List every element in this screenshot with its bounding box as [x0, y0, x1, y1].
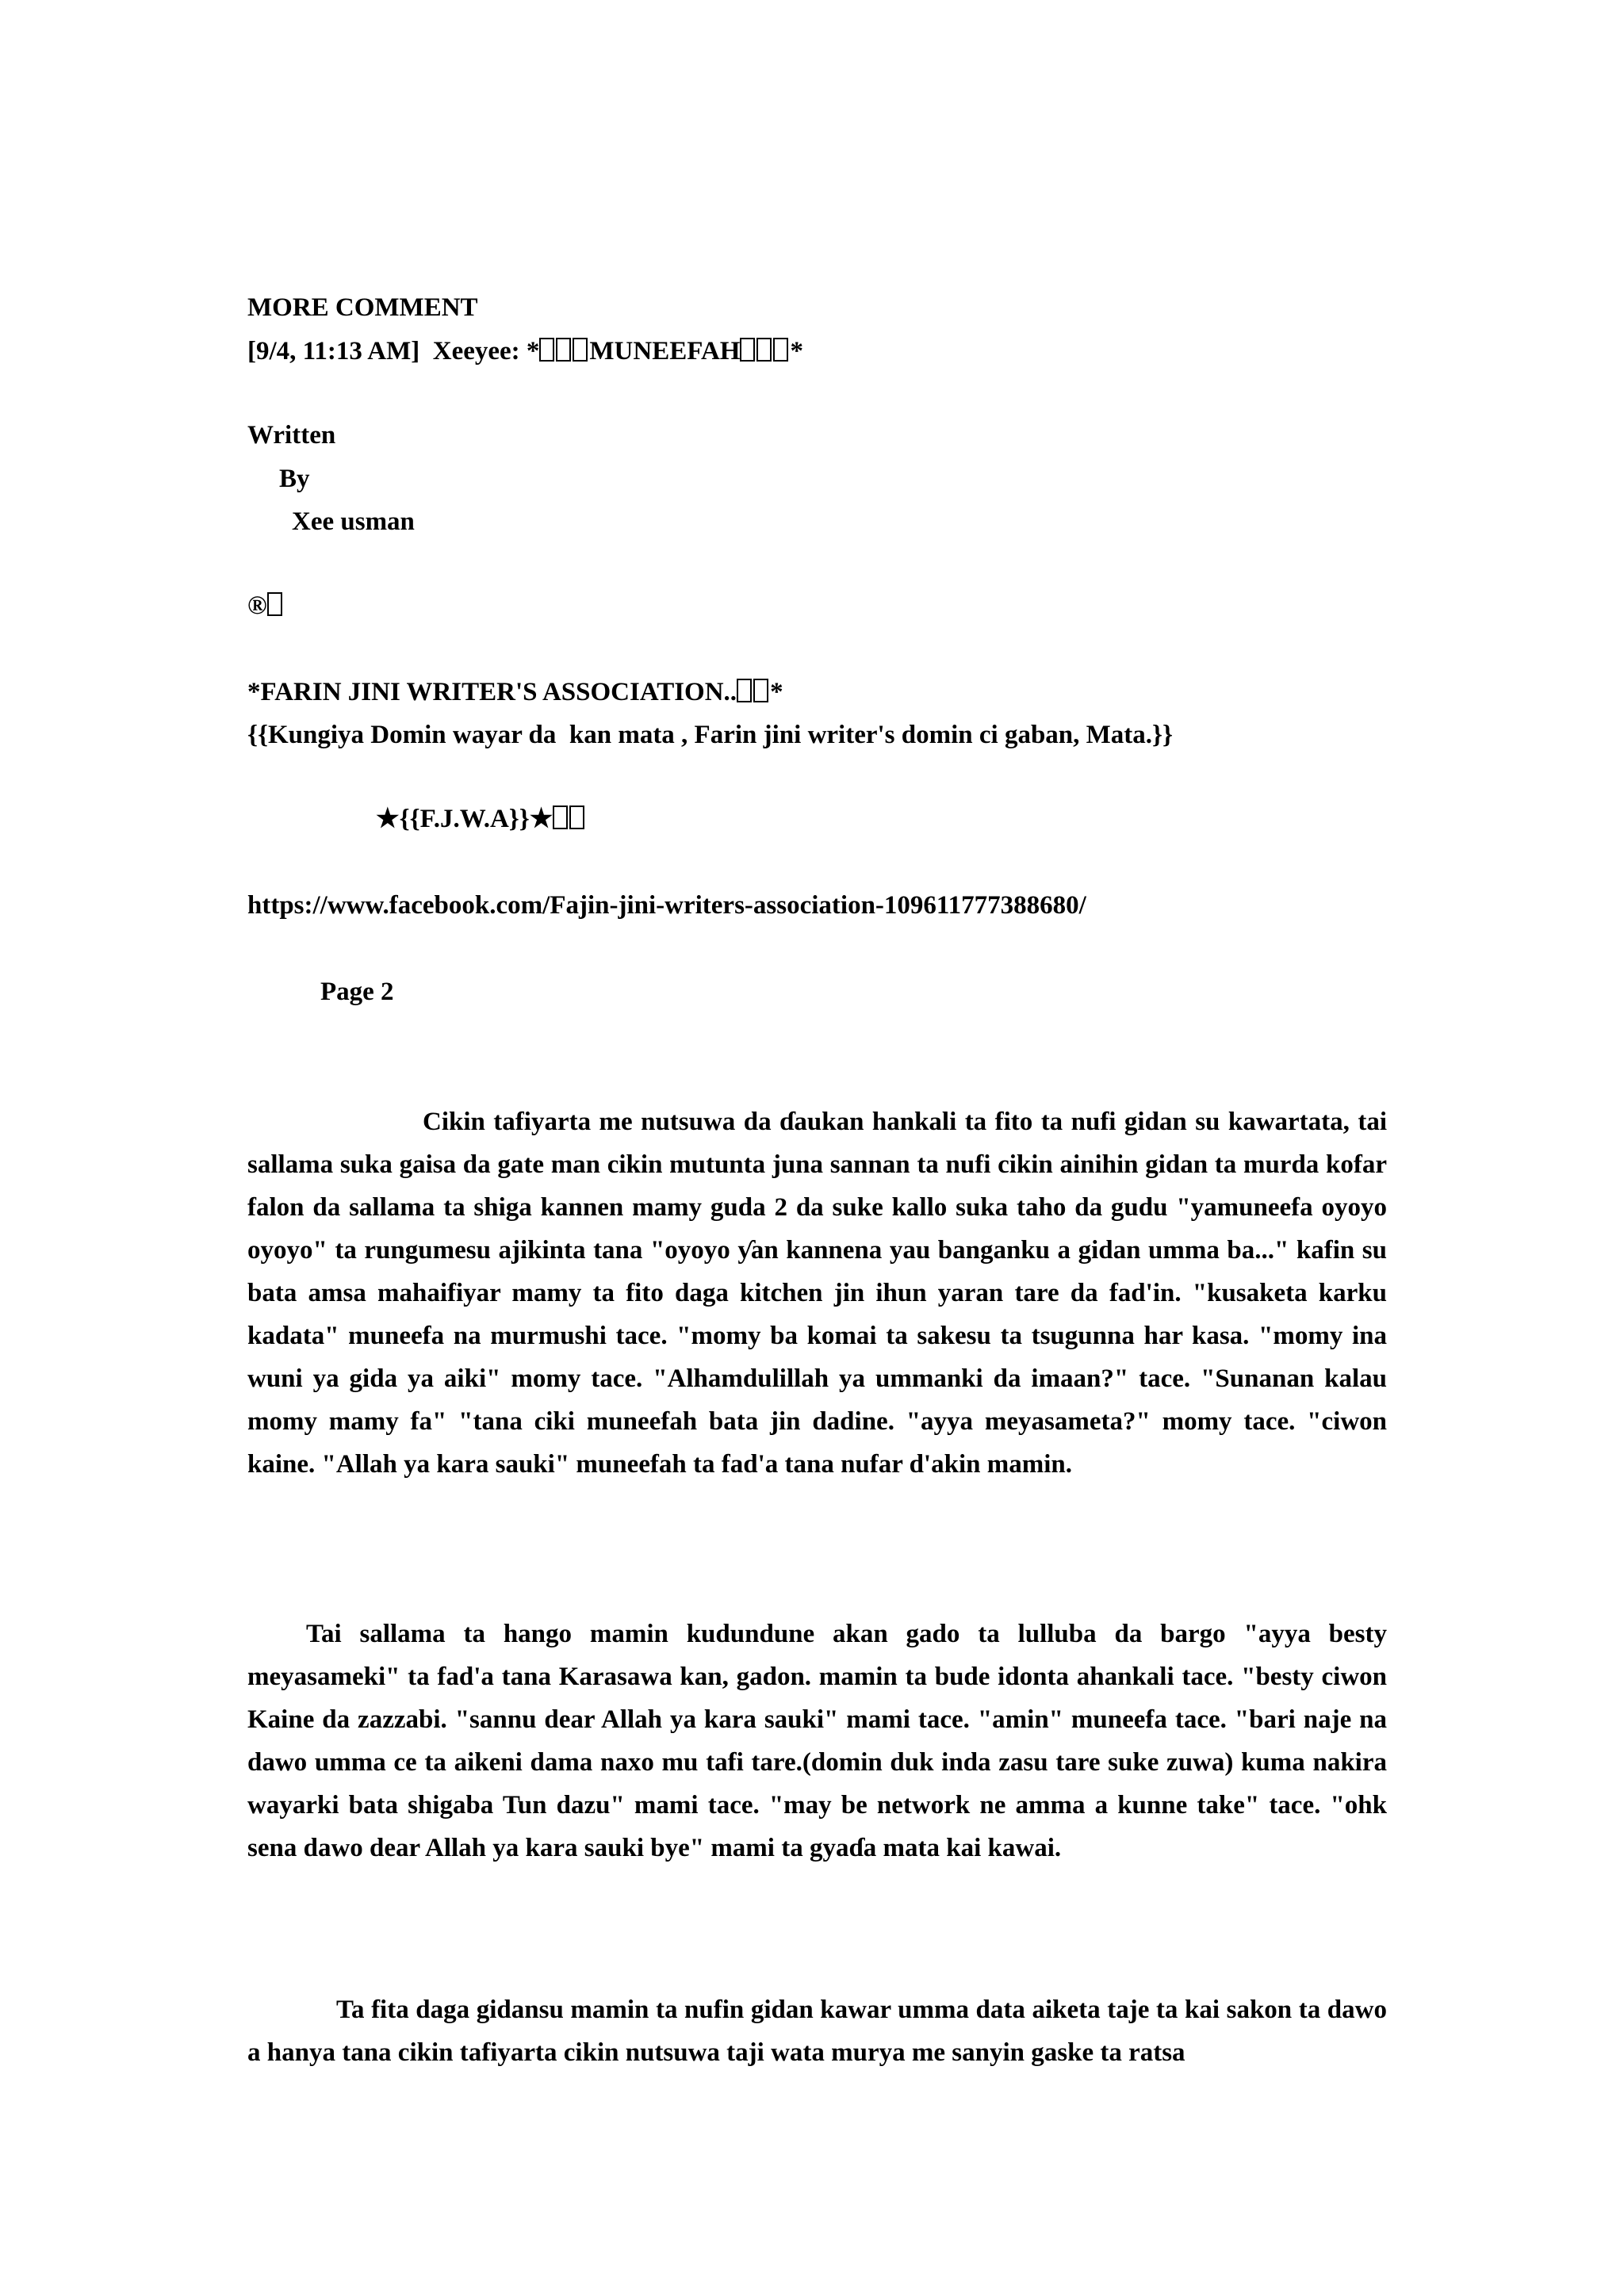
- credit-author: Xee usman: [292, 507, 415, 536]
- missing-glyph-icon: [740, 338, 755, 362]
- association-motto: {{Kungiya Domin wayar da kan mata , Farin jini writer's domin ci gaban, Mata.}}: [247, 721, 1174, 749]
- story-paragraph-1: Cikin tafiyarta me nutsuwa da ɗaukan hankali ta fito ta nufi gidan su kawartata, tai sallama suka gaisa da gate man cikin mutunta juna sannan ta nufi cikin ainihin gidan ta murda kofar falon da sallama ta shiga kannen mamy guda 2 da suke kallo suka taho da gudu "yamuneefa oyoyo oyoyo" ta rungumesu ajikinta tana "oyoyo ƴan kannena yau banganku a gidan umma ba..." kafin su bata amsa mahaifiyar mamy ta fito daga kitchen jin ihun yaran tare da fad'in. "kusaketa karku kadata" muneefa na murmushi tace. "momy ba komai ta sakesu ta tsugunna har kasa. "momy ina wuni ya gida ya aiki" momy tace. "Alhamdulillah ya ummanki da imaan?" tace. "Sunanan kalau momy mamy fa" "tana ciki muneefah bata jin dadine. "ayya meyasameta?" momy tace. "ciwon kaine. "Allah ya kara sauki" muneefah ta fad'a tana nufar d'akin mamin.: [247, 1108, 1387, 1479]
- missing-glyph-icon: [756, 338, 772, 362]
- message-sender: Xeeyee:: [432, 337, 520, 365]
- registered-symbol: ®: [247, 591, 267, 620]
- missing-glyph-icon: [737, 679, 752, 702]
- missing-glyph-icon: [267, 592, 282, 616]
- story-paragraph-3: Ta fita daga gidansu mamin ta nufin gidan kawar umma data aiketa taje ta kai sakon ta dawo a hanya tana cikin tafiyarta cikin nutsuwa taji wata murya me sanyin gaske ta ratsa: [247, 1996, 1387, 2067]
- star-icon: ★: [529, 805, 553, 833]
- registered-line: [247, 590, 284, 622]
- association-acronym: {{F.J.W.A}}: [399, 805, 530, 833]
- message-timestamp: [9/4, 11:13 AM]: [247, 337, 420, 365]
- association-name-line: [247, 676, 783, 708]
- message-header: [247, 335, 803, 367]
- title-suffix: *: [790, 337, 803, 365]
- missing-glyph-icon: [553, 806, 568, 829]
- star-icon: ★: [376, 805, 400, 833]
- association-url: https://www.facebook.com/Fajin-jini-writers-association-109611777388680/: [247, 891, 1086, 920]
- association-name-suffix: *: [770, 678, 783, 706]
- more-comment-heading: MORE COMMENT: [247, 293, 478, 322]
- association-acronym-line: [376, 803, 586, 835]
- missing-glyph-icon: [773, 338, 788, 362]
- missing-glyph-icon: [569, 806, 584, 829]
- credit-by: By: [279, 465, 310, 493]
- page-label: Page 2: [320, 978, 394, 1006]
- missing-glyph-icon: [573, 338, 588, 362]
- association-name: *FARIN JINI WRITER'S ASSOCIATION..: [247, 678, 737, 706]
- missing-glyph-icon: [753, 679, 768, 702]
- story-title: MUNEEFAH: [589, 337, 741, 365]
- missing-glyph-icon: [539, 338, 554, 362]
- story-paragraph-2: Tai sallama ta hango mamin kudundune akan gado ta lulluba da bargo "ayya besty meyasameki" ta fad'a tana Karasawa kan, gadon. mamin ta bude idonta ahankali tace. "besty ciwon Kaine da zazzabi. "sannu dear Allah ya kara sauki" mami tace. "amin" muneefa tace. "bari naje na dawo umma ce ta aikeni dama naxo mu tafi tare.(domin duk inda zasu tare suke zuwa) kuma nakira wayarki bata shigaba Tun dazu" mami tace. "may be network ne amma a kunne take" tace. "ohk sena dawo dear Allah ya kara sauki bye" mami ta gyaɗa mata kai kawai.: [247, 1620, 1387, 1862]
- title-prefix: *: [526, 337, 540, 365]
- missing-glyph-icon: [556, 338, 571, 362]
- credit-written: Written: [247, 421, 336, 450]
